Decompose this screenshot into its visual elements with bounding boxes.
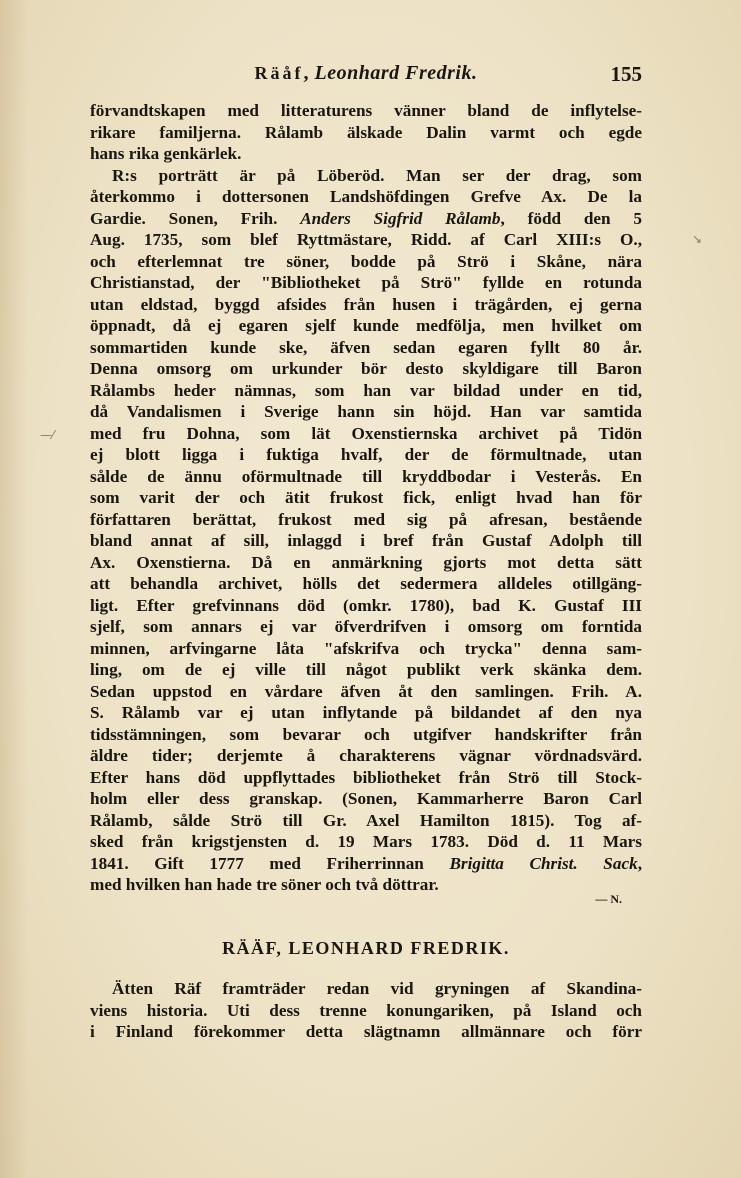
text-line: S. Rålamb var ej utan inflytande på bildandet af den nya <box>90 703 642 722</box>
text-line: rikare familjerna. Rålamb älskade Dalin varmt och egde <box>90 122 642 142</box>
page-header <box>90 62 642 92</box>
margin-mark: —⁄ <box>40 428 55 442</box>
text-line: Rålambs heder nämnas, som han var bildad under en tid, <box>90 380 642 400</box>
text-line: Sedan uppstod en vårdare äfven åt den samlingen. Frih. A. <box>90 681 642 701</box>
section-title: RÄÄF, LEONHARD FREDRIK. <box>222 938 510 958</box>
text-line: R:s porträtt är på Löberöd. Man ser der drag, som <box>112 165 642 185</box>
text-line: Ax. Oxenstierna. Då en anmärkning gjorts mot detta sätt <box>90 552 642 572</box>
text-line: ligt. Efter grefvinnans död (omkr. 1780), bad K. Gustaf III <box>90 595 642 615</box>
text-line: Denna omsorg om urkunder bör desto skyldigare till Baron <box>90 359 642 378</box>
text-line: som varit der och ätit frukost fick, enligt hvad han för <box>90 488 642 507</box>
running-head-given-names: Leonhard Fredrik. <box>314 62 478 84</box>
page-edge-shading <box>0 0 28 1178</box>
text-line: tidsstämningen, som bevarar och utgifver handskrifter från <box>90 724 642 744</box>
italic-name: Anders Sigfrid Rålamb <box>300 208 501 228</box>
text-line: ling, om de ej ville till något publikt verk skänka dem. <box>90 660 642 679</box>
section-text-line: i Finland förekommer detta slägtnamn allmännare och förr <box>90 1022 642 1041</box>
running-head: Räåf, Leonhard Fredrik. <box>254 62 478 84</box>
text-line: 1841. Gift 1777 med Friherrinnan Brigitta Christ. Sack, <box>90 853 642 873</box>
text-line: med fru Dohna, som lät Oxenstiernska archivet på Tidön <box>90 423 642 443</box>
text-line: bland annat af sill, inlaggd i bref från Gustaf Adolph till <box>90 531 642 550</box>
text-line: sked från krigstjensten d. 19 Mars 1783. Död d. 11 Mars <box>90 832 642 851</box>
text-line: att behandla archivet, hölls det sedermera alldeles otillgäng- <box>90 574 642 593</box>
text-line: Gardie. Sonen, Frih. Anders Sigfrid Rålamb, född den 5 <box>90 208 642 228</box>
text-line: Rålamb, sålde Strö till Gr. Axel Hamilton 1815). Tog af- <box>90 810 642 830</box>
text-line: öppnadt, då ej egaren sjelf kunde medfölja, men hvilket om <box>90 316 642 335</box>
text-line: sommartiden kunde ske, äfven sedan egaren fyllt 80 år. <box>90 337 642 357</box>
text-line: hans rika genkärlek. <box>90 144 242 163</box>
text-line: då Vandalismen i Sverige hann sin höjd. Han var samtida <box>90 402 642 421</box>
text-line: förvandtskapen med litteraturens vänner bland de inflytelse- <box>90 101 642 120</box>
biography-continuation <box>90 100 642 896</box>
text-line: författaren berättat, frukost med sig på afresan, bestående <box>90 509 642 529</box>
section-text-line: viens historia. Uti dess trenne konungariken, på Island och <box>90 1000 642 1020</box>
text-line: utan eldstad, byggd afsides från husen i trägården, ej gerna <box>90 294 642 314</box>
text-line: Aug. 1735, som blef Ryttmästare, Ridd. af Carl XIII:s O., <box>90 230 642 249</box>
text-line: Christianstad, der "Bibliotheket på Strö" fyllde en rotunda <box>90 273 642 292</box>
italic-name: Brigitta Christ. Sack <box>449 853 638 873</box>
text-line: och efterlemnat tre söner, bodde på Strö i Skåne, nära <box>90 251 642 271</box>
text-line: sålde de ännu oförmultnade till kryddbodar i Vesterås. En <box>90 466 642 486</box>
section-body <box>90 978 642 1043</box>
text-line: minnen, arfvingarne låta "afskrifva och trycka" denna sam- <box>90 638 642 658</box>
section-text-line: Ätten Räf framträder redan vid gryningen af Skandina- <box>112 979 642 998</box>
text-line: Efter hans död uppflyttades bibliotheket från Strö till Stock- <box>90 767 642 787</box>
running-head-surname: Räåf <box>254 63 304 83</box>
margin-mark: ↘ <box>692 232 703 246</box>
text-line: holm eller dess granskap. (Sonen, Kammarherre Baron Carl <box>90 789 642 808</box>
text-line: äldre tider; derjemte å charakterens vägnar vördnadsvärd. <box>90 746 642 765</box>
text-line: ej blott ligga i fuktiga hvalf, der de förmultnade, utan <box>90 445 642 464</box>
text-line: sjelf, som annars ej var öfverdrifven i omsorg om forntida <box>90 617 642 636</box>
text-line: återkommo i dottersonen Landshöfdingen Grefve Ax. De la <box>90 187 642 206</box>
text-line: med hvilken han hade tre söner och två döttrar. <box>90 875 439 894</box>
page-number: 155 <box>610 62 642 86</box>
author-signature: — N. <box>595 892 622 906</box>
